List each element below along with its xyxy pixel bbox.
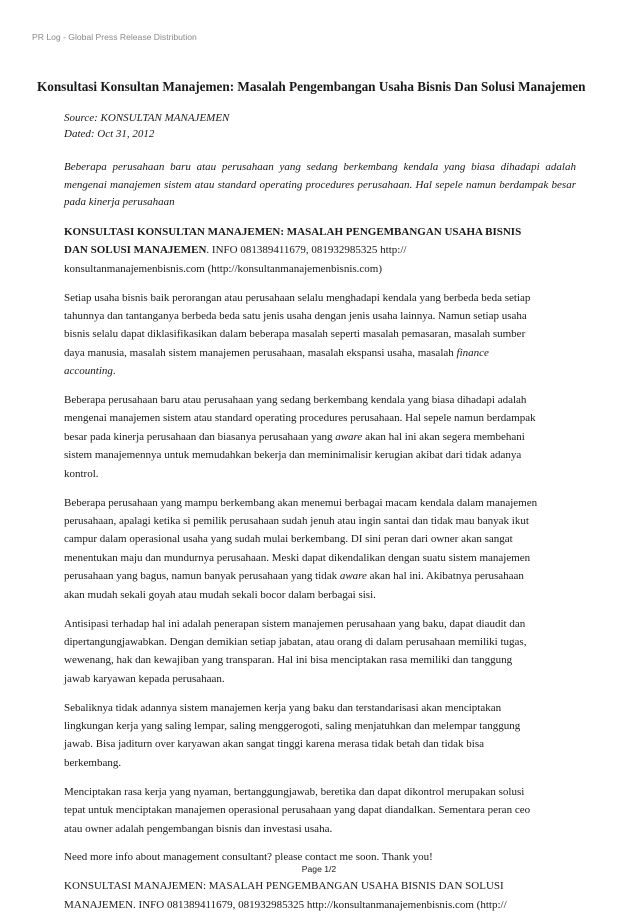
paragraph-line: perusahaan yang bagus, namun banyak perusahaan yang tidak <box>64 570 340 583</box>
paragraph-line: bisnis selalu dapat diklasifikasikan dalam beberapa masalah seperti masalah pemasaran, masalah sumber <box>64 328 526 341</box>
press-release-header: PR Log - Global Press Release Distribution <box>32 32 197 42</box>
paragraph-line: lingkungan kerja yang saling lempar, saling menggerogoti, saling menjatuhkan dan melempar tanggung <box>64 720 521 733</box>
intro-heading-line-2: DAN SOLUSI MANAJEMEN <box>64 244 207 257</box>
paragraph-line: daya manusia, masalah sistem manajemen perusahaan, masalah ekspansi usaha, masalah <box>64 346 457 359</box>
paragraph-line: Sebaliknya tidak adannya sistem manajemen kerja yang baku dan terstandarisasi akan menciptakan <box>64 701 502 714</box>
italic-term: accounting <box>64 365 113 378</box>
article-body <box>64 110 576 914</box>
body-paragraph-4 <box>64 615 576 689</box>
paragraph-line: akan hal ini akan segera membehani <box>362 430 525 443</box>
paragraph-line: Antisipasi terhadap hal ini adalah penerapan sistem manajemen perusahaan yang baku, dapat diaudit dan <box>64 617 526 630</box>
article-source: Source: KONSULTAN MANAJEMEN <box>64 112 230 124</box>
paragraph-line: besar pada kinerja perusahaan dan biasanya perusahaan yang <box>64 430 336 443</box>
paragraph-line: mengenai manajemen sistem atau standard operating procedures perusahaan. Hal sepele namun berdampak <box>64 412 536 425</box>
paragraph-line: jawab. Bisa jaditurn over karyawan akan sangat tinggi karena merasa tidak betah dan tidak bisa <box>64 738 484 751</box>
article-title: Konsultasi Konsultan Manajemen: Masalah Pengembangan Usaha Bisnis Dan Solusi Manajemen <box>37 79 586 94</box>
paragraph-line: Need more info about management consultant? please contact me soon. Thank you! <box>64 851 433 864</box>
paragraph-line: tahunnya dan tantanganya berbeda beda satu jenis usaha dengan jenis usaha lainnya. Namun setiap usaha <box>64 309 527 322</box>
paragraph-line: akan hal ini. Akibatnya perusahaan <box>366 570 524 583</box>
paragraph-line: tepat untuk menciptakan manajemen operasional perusahaan yang dapat diandalkan. Sementara peran ceo <box>64 804 531 817</box>
paragraph-line: perusahaan, apalagi ketika si pemilik perusahaan sudah jenuh atau ingin santai dan tidak mau banyak ikut <box>64 514 529 527</box>
body-paragraph-3 <box>64 494 576 604</box>
intro-paragraph <box>64 223 576 278</box>
body-paragraph-5 <box>64 699 576 773</box>
paragraph-line: menentukan maju dan mundurnya perusahaan. Meski dapat dikendalikan dengan suatu sistem manajemen <box>64 551 531 564</box>
paragraph-line: . <box>112 365 116 378</box>
closing-paragraph <box>64 877 576 914</box>
page-number: Page 1/2 <box>301 864 337 874</box>
paragraph-line: kontrol. <box>64 467 99 480</box>
paragraph-line: jawab karyawan kepada perusahaan. <box>64 672 225 685</box>
paragraph-line: berkembang. <box>64 756 122 769</box>
intro-contact-info: . INFO 081389411679, 081932985325 http:// <box>206 244 407 257</box>
paragraph-line: MANAJEMEN. INFO 081389411679, 081932985325 http://konsultanmanajemenbisnis.com (http:// <box>64 898 507 911</box>
paragraph-line: KONSULTASI MANAJEMEN: MASALAH PENGEMBANGAN USAHA BISNIS DAN SOLUSI <box>64 880 504 893</box>
intro-website: konsultanmanajemenbisnis.com (http://konsultanmanajemenbisnis.com) <box>64 262 383 275</box>
paragraph-line: Beberapa perusahaan yang mampu berkembang akan menemui berbagai macam kendala dalam manajemen <box>64 496 538 509</box>
paragraph-line: atau owner adalah pengembangan bisnis dan investasi usaha. <box>64 822 333 835</box>
intro-heading-line-1: KONSULTASI KONSULTAN MANAJEMEN: MASALAH PENGEMBANGAN USAHA BISNIS <box>64 225 522 238</box>
italic-term: aware <box>335 430 363 443</box>
article-summary: Beberapa perusahaan baru atau perusahaan yang sedang berkembang kendala yang biasa dihadapi adalah mengenai manajemen sistem atau standard operating procedures perusahaan. Hal sepele namun berdampak besar pada kinerja perusahaan <box>64 161 576 209</box>
paragraph-line: akan mudah sekali goyah atau mudah sekali bocor dalam berbagai sisi. <box>64 588 376 601</box>
body-paragraph-1 <box>64 289 576 381</box>
italic-term: aware <box>339 570 367 583</box>
article-date: Dated: Oct 31, 2012 <box>64 128 155 140</box>
body-paragraph-6 <box>64 783 576 838</box>
paragraph-line: sistem manajemennya untuk memudahkan bekerja dan meminimalisir kerugian akibat dari tidak adanya <box>64 449 522 462</box>
body-paragraph-2 <box>64 391 576 483</box>
paragraph-line: dipertangungjawabkan. Dengan demikian setiap jabatan, atau orang di dalam perusahaan memiliki tugas, <box>64 635 527 648</box>
paragraph-line: Setiap usaha bisnis baik perorangan atau perusahaan selalu menghadapi kendala yang berbeda beda setiap <box>64 291 531 304</box>
paragraph-line: Menciptakan rasa kerja yang nyaman, bertanggungjawab, beretika dan dapat dikontrol merupakan solusi <box>64 785 525 798</box>
paragraph-line: wewenang, hak dan kewajiban yang transparan. Hal ini bisa menciptakan rasa memiliki dan tanggung <box>64 654 513 667</box>
italic-term: finance <box>456 346 489 359</box>
paragraph-line: Beberapa perusahaan baru atau perusahaan yang sedang berkembang kendala yang biasa dihadapi adalah <box>64 394 527 407</box>
paragraph-line: campur dalam operasional usaha yang sudah mulai berkembang. DI sini peran dari owner akan sangat <box>64 533 513 546</box>
